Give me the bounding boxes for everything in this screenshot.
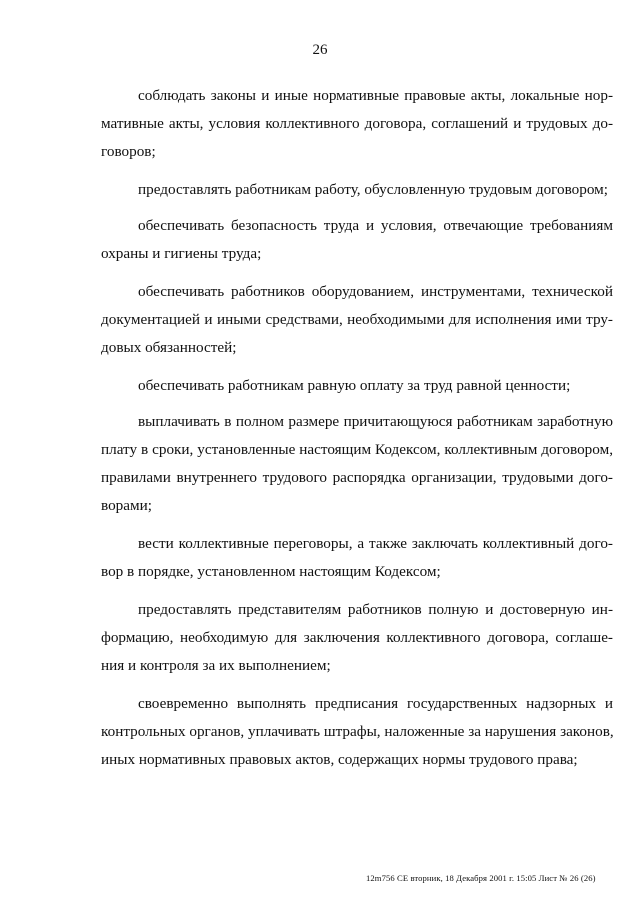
text-line: вор в порядке, установленном настоящим Кодексом; (101, 563, 441, 580)
document-body (101, 82, 613, 774)
page-number: 26 (312, 42, 328, 58)
text-line: документацией и иными средствами, необходимыми для исполнения ими тру- (101, 311, 613, 328)
text-line: обеспечивать работникам равную оплату за труд равной ценности; (138, 377, 571, 394)
text-line: обеспечивать безопасность труда и условия, отвечающие требованиям (138, 217, 613, 234)
text-line: формацию, необходимую для заключения коллективного договора, соглаше- (101, 629, 613, 646)
text-line: мативные акты, условия коллективного договора, соглашений и трудовых до- (101, 115, 613, 132)
text-line: предоставлять представителям работников полную и достоверную ин- (138, 601, 613, 618)
text-line: выплачивать в полном размере причитающуюся работникам заработную (138, 413, 613, 430)
text-line: вести коллективные переговоры, а также заключать коллективный дого- (138, 535, 613, 552)
text-line: ния и контроля за их выполнением; (101, 657, 331, 674)
footer-print-info: 12m756 СЕ вторник, 18 Декабря 2001 г. 15:05 Лист № 26 (26) (366, 873, 596, 883)
text-line: иных нормативных правовых актов, содержащих нормы трудового права; (101, 751, 578, 768)
text-line: ворами; (101, 497, 152, 514)
text-line: своевременно выполнять предписания государственных надзорных и (138, 695, 613, 712)
text-line: плату в сроки, установленные настоящим Кодексом, коллективным договором, (101, 441, 613, 458)
text-line: предоставлять работникам работу, обусловленную трудовым договором; (138, 181, 609, 198)
text-line: контрольных органов, уплачивать штрафы, наложенные за нарушения законов, (101, 723, 614, 740)
text-line: соблюдать законы и иные нормативные правовые акты, локальные нор- (138, 87, 613, 104)
text-line: охраны и гигиены труда; (101, 245, 262, 262)
text-line: правилами внутреннего трудового распорядка организации, трудовыми дого- (101, 469, 613, 486)
text-line: довых обязанностей; (101, 339, 237, 356)
text-line: обеспечивать работников оборудованием, инструментами, технической (138, 283, 613, 300)
text-line: говоров; (101, 143, 156, 160)
